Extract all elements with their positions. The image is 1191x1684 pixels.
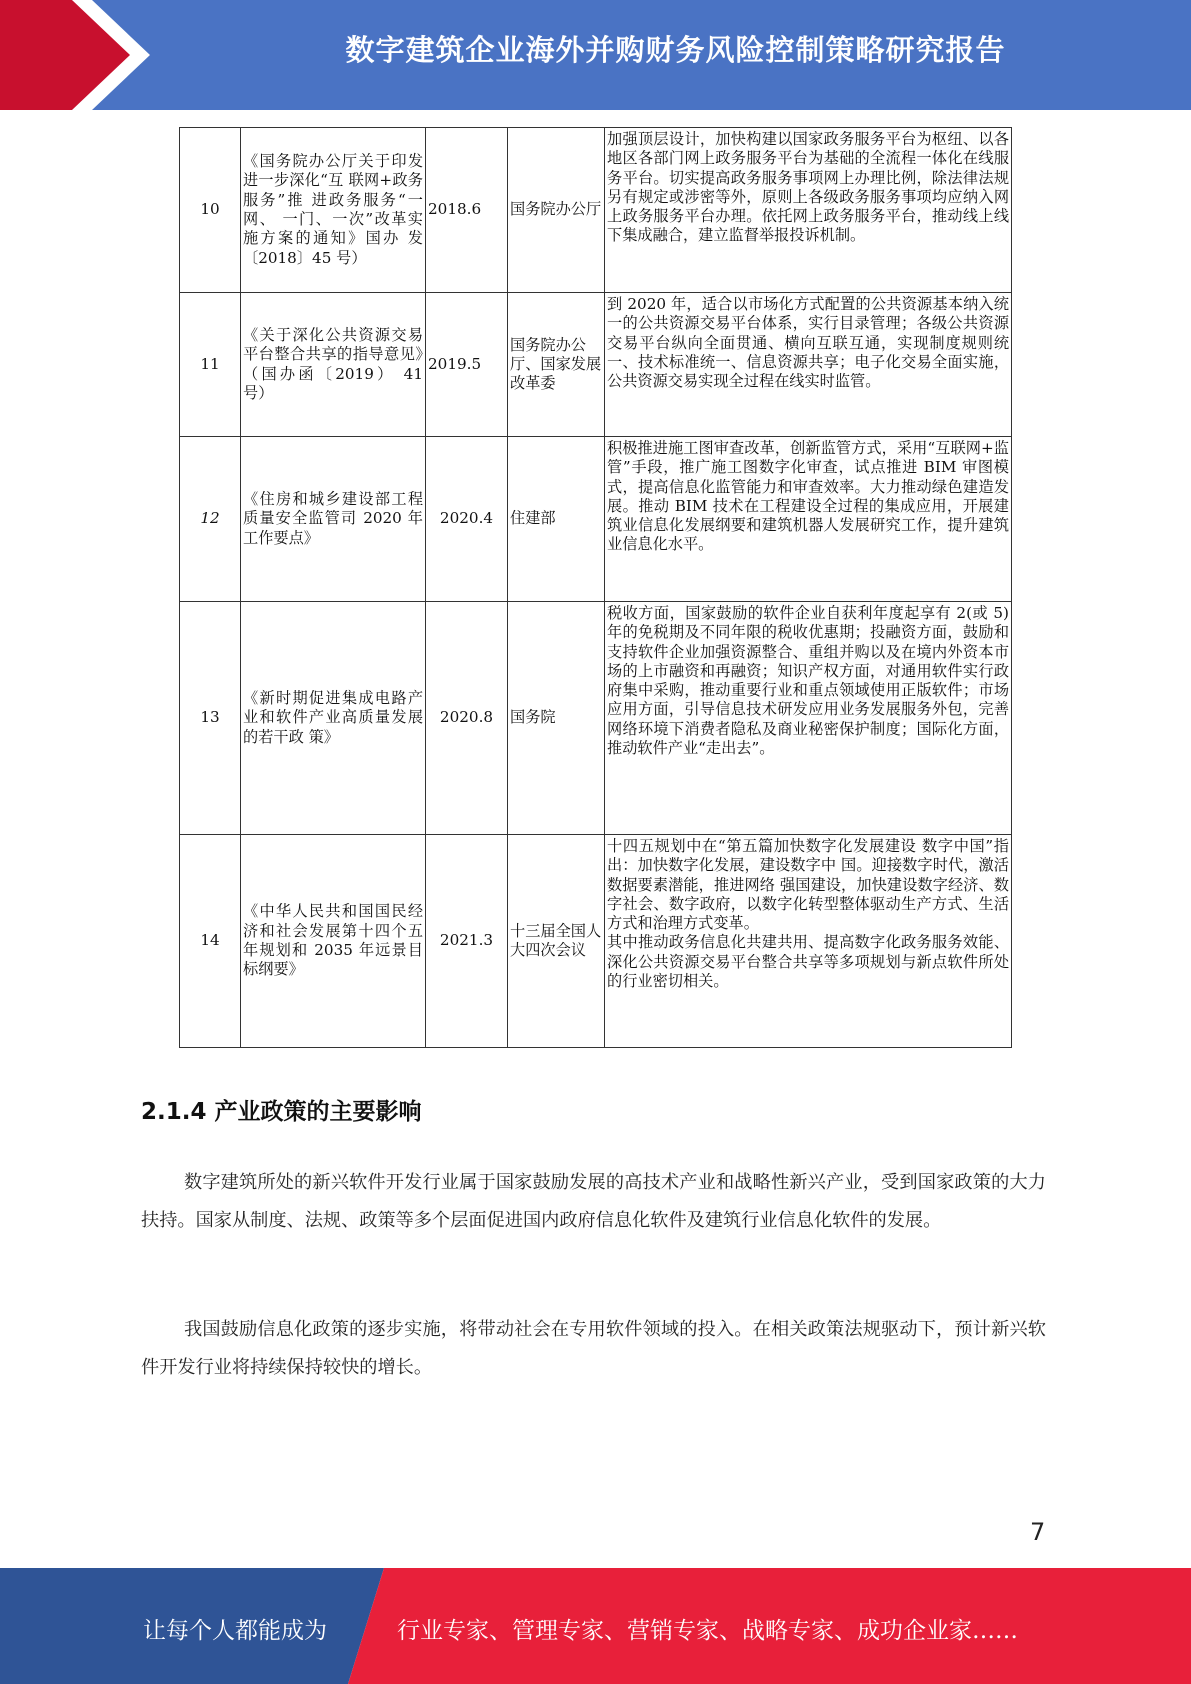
issue-date: 2021.3 — [426, 835, 508, 1048]
issue-date: 2019.5 — [426, 293, 508, 437]
table-row — [180, 835, 1012, 1048]
row-number: 10 — [180, 128, 241, 293]
policy-content-cell — [605, 835, 1012, 1048]
policy-document: 《中华人民共和国国民经济和社会发展第十四个五年规划和 2035 年远景目标纲要》 — [241, 835, 426, 1048]
table-row — [180, 293, 1012, 437]
policy-content: 税收方面，国家鼓励的软件企业自获利年度起享有 2(或 5)年的免税期及不同年限的税收优惠期；投融资方面，鼓励和支持软件企业加强资源整合、重组并购以及在境内外资本市场的上市融资和再融资；知识产权方面，对通用软件实行政府集中采购，推动重要行业和重点领域使用正版软件；市场应用方面，引导信息技术研发应用业务发展服务外包，完善网络环境下消费者隐私及商业秘密保护制度；国际化方面，推动软件产业“走出去”。 — [605, 602, 1012, 835]
policy-document: 《新时期促进集成电路产业和软件产业高质量发展的若干政 策》 — [241, 602, 426, 835]
issuer: 国务院 — [508, 602, 605, 835]
table-row — [180, 437, 1012, 602]
table-row — [180, 602, 1012, 835]
footer-slogan-left: 让每个人都能成为 — [143, 1618, 327, 1644]
header-banner — [0, 0, 1191, 110]
policy-document: 《关于深化公共资源交易平台整合共享的指导意见》（国办函〔2019） 41 号） — [241, 293, 426, 437]
policy-document: 《住房和城乡建设部工程质量安全监管司 2020 年工作要点》 — [241, 437, 426, 602]
issue-date: 2018.6 — [426, 128, 508, 293]
issuer: 住建部 — [508, 437, 605, 602]
page-number: 7 — [1030, 1518, 1046, 1546]
policy-table — [179, 127, 1012, 1048]
issuer: 国务院办公厅、国家发展改革委 — [508, 293, 605, 437]
policy-content: 加强顶层设计，加快构建以国家政务服务平台为枢纽、以各地区各部门网上政务服务平台为基础的全流程一体化在线服务平台。切实提高政务服务事项网上办理比例，除法律法规另有规定或涉密等外，原则上各级政务服务事项均应纳入网上政务服务平台办理。依托网上政务服务平台，推动线上线下集成融合，建立监督举报投诉机制。 — [605, 128, 1012, 293]
footer-banner — [0, 1568, 1191, 1684]
row-number: 11 — [180, 293, 241, 437]
issuer: 国务院办公厅 — [508, 128, 605, 293]
issuer: 十三届全国人大四次会议 — [508, 835, 605, 1048]
policy-content: 到 2020 年，适合以市场化方式配置的公共资源基本纳入统一的公共资源交易平台体系，实行目录管理；各级公共资源交易平台纵向全面贯通、横向互联互通，实现制度规则统一、技术标准统一、信息资源共享；电子化交易全面实施，公共资源交易实现全过程在线实时监管。 — [605, 293, 1012, 437]
body-paragraph: 我国鼓励信息化政策的逐步实施，将带动社会在专用软件领域的投入。在相关政策法规驱动下，预计新兴软件开发行业将持续保持较快的增长。 — [141, 1319, 1046, 1378]
row-number: 14 — [180, 835, 241, 1048]
policy-content: 积极推进施工图审查改革，创新监管方式，采用“互联网+监管”手段，推广施工图数字化审查，试点推进 BIM 审图模式，提高信息化监管能力和审查效率。大力推动绿色建造发展。推动 BIM 技术在工程建设全过程的集成应用，开展建筑业信息化发展纲要和建筑机器人发展研究工作，提升建筑业信息化水平。 — [605, 437, 1012, 602]
policy-document: 《国务院办公厅关于印发进一步深化“互 联网+政务服务”推 进政务服务“一网、 一门、一次”改革实 施方案的通知》国办 发〔2018〕45 号） — [241, 128, 426, 293]
issue-date: 2020.8 — [426, 602, 508, 835]
policy-content-relevance: 其中推动政务信息化共建共用、提高数字化政务服务效能、深化公共资源交易平台整合共享等多项规划与新点软件所处的行业密切相关。 — [607, 933, 1009, 991]
issue-date: 2020.4 — [426, 437, 508, 602]
row-number: 13 — [180, 602, 241, 835]
section-heading: 2.1.4 产业政策的主要影响 — [141, 1099, 422, 1125]
policy-content: 十四五规划中在“第五篇加快数字化发展建设 数字中国”指出：加快数字化发展，建设数字中 国。迎接数字时代，激活数据要素潜能，推进网络 强国建设，加快建设数字经济、数字社会、数字政府，以数字化转型整体驱动生产方式、生活方式和治理方式变革。 — [607, 837, 1009, 933]
row-number: 12 — [180, 437, 241, 602]
footer-slogan-right: 行业专家、管理专家、营销专家、战略专家、成功企业家…… — [397, 1618, 1018, 1644]
body-paragraph: 数字建筑所处的新兴软件开发行业属于国家鼓励发展的高技术产业和战略性新兴产业，受到国家政策的大力扶持。国家从制度、法规、政策等多个层面促进国内政府信息化软件及建筑行业信息化软件的发展。 — [141, 1172, 1046, 1231]
table-row — [180, 128, 1012, 293]
document-title: 数字建筑企业海外并购财务风险控制策略研究报告 — [345, 33, 1006, 67]
